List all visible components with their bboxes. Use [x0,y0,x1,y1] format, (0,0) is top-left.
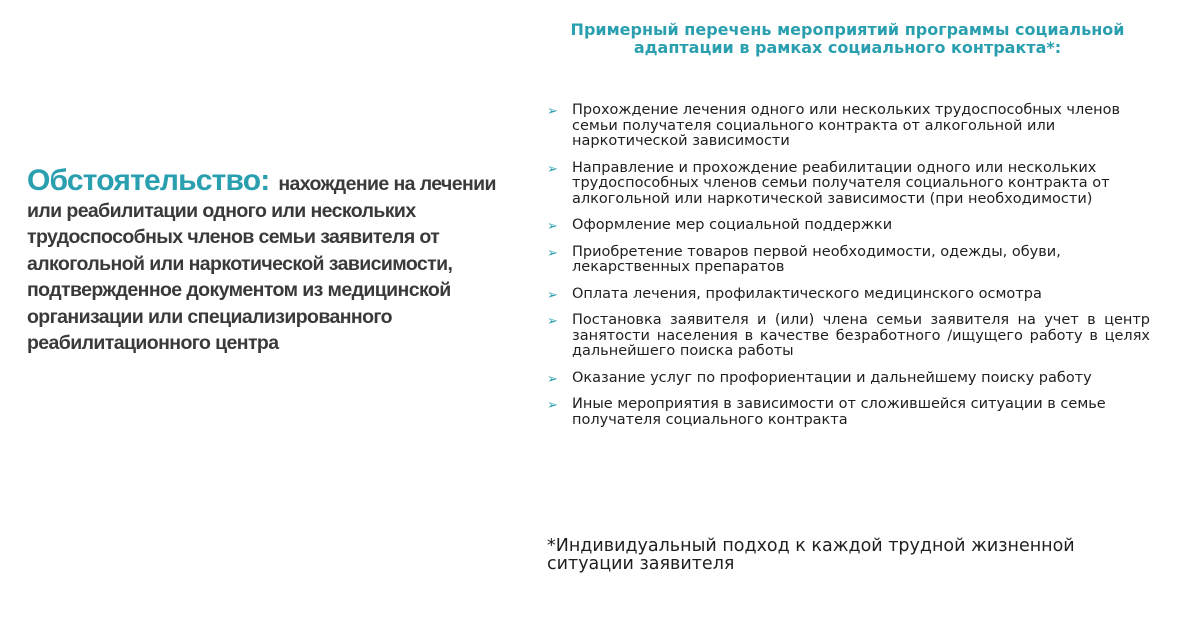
program-title-line-2: адаптации в рамках социального контракта*: [633,38,1062,57]
arrow-right-icon: ➢ [547,245,558,261]
list-item [547,245,1150,276]
list-item [547,371,1150,387]
circumstance-description: нахождение на лечении или реабилитации одного или нескольких трудоспособных членов семьи заявителя от алкогольной или наркотической зависимости, подтвержденное документом из медицинской организации или специализированного реабилитационного центра [27,173,496,354]
arrow-right-icon: ➢ [547,161,558,177]
list-item-text: Оформление мер социальной поддержки [572,217,893,233]
list-item-text: Иные мероприятия в зависимости от сложившейся ситуации в семье получателя социального контракта [572,396,1106,428]
arrow-right-icon: ➢ [547,314,558,329]
arrow-right-icon: ➢ [547,104,558,119]
list-item [547,103,1150,150]
list-item-text: Постановка заявителя и (или) члена семьи заявителя на учет в центр занятости населения в качестве безработного /ищущего работу в целях дальнейшего поиска работы [572,312,1150,359]
circumstance-heading: Обстоятельство: [27,164,270,197]
list-item [547,287,1150,303]
list-item [547,397,1150,428]
arrow-right-icon: ➢ [547,287,558,303]
list-item [547,161,1150,208]
list-item [547,218,1150,234]
measures-list [547,103,1150,439]
arrow-right-icon: ➢ [547,398,558,413]
program-title-line-1: Примерный перечень мероприятий программы социальной [570,20,1125,39]
circumstance-block [27,164,527,357]
footnote: *Индивидуальный подход к каждой трудной жизненной ситуации заявителя [547,536,1075,574]
arrow-right-icon: ➢ [547,219,558,234]
list-item-text: Направление и прохождение реабилитации одного или нескольких трудоспособных членов семьи получателя социального контракта от алкогольной или наркотической зависимости (при необходимости) [572,159,1110,207]
list-item [547,313,1150,360]
list-item-text: Приобретение товаров первой необходимости, одежды, обуви, лекарственных препаратов [572,243,1061,275]
list-item-text: Прохождение лечения одного или нескольких трудоспособных членов семьи получателя социального контракта от алкогольной или наркотической зависимости [572,102,1121,149]
list-item-text: Оказание услуг по профориентации и дальнейшему поиску работу [572,369,1092,386]
arrow-right-icon: ➢ [547,371,558,387]
list-item-text: Оплата лечения, профилактического медицинского осмотра [572,285,1042,302]
program-title [520,21,1175,57]
